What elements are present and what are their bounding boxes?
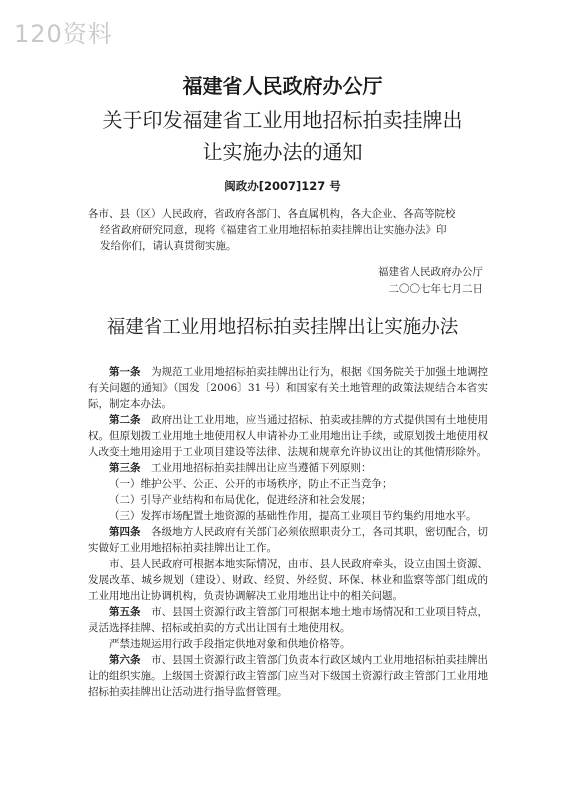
article-text: 各级地方人民政府有关部门必须依照职责分工，各司其职，密切配合，切实做好工业用地招标拍卖挂牌出让工作。 <box>88 526 489 554</box>
article-text: 为规范工业用地招标拍卖挂牌出让行为，根据《国务院关于加强土地调控有关问题的通知》（国发〔2006〕31 号）和国家有关土地管理的政策法规结合本省实际，制定本办法。 <box>88 366 489 410</box>
addressee-line: 经省政府研究同意，现将《福建省工业用地招标拍卖挂牌出让实施办法》印 <box>100 224 447 236</box>
addressee-line: 发给你们，请认真贯彻实施。 <box>100 240 237 252</box>
article-text: 市、县国土资源行政主管部门负责本行政区域内工业用地招标拍卖挂牌出让的组织实施。上级国土资源行政主管部门应当对下级国土资源行政主管部门工业用地招标拍卖挂牌出让活动进行指导监督管理。 <box>88 654 489 698</box>
article-paragraph <box>88 412 488 460</box>
article-text: （二）引导产业结构和布局优化，促进经济和社会发展； <box>109 494 372 506</box>
article-paragraph <box>88 476 488 492</box>
article-paragraph <box>88 604 488 636</box>
article-label: 第六条 <box>109 654 141 666</box>
signature-block <box>378 264 483 298</box>
article-text: （一）维护公平、公正、公开的市场秩序，防止不正当竞争； <box>109 478 393 490</box>
document-number: 闽政办[2007]127 号 <box>224 179 341 193</box>
issuing-office: 福建省人民政府办公厅 <box>182 74 383 98</box>
articles-body <box>88 364 488 700</box>
article-text: 工业用地招标拍卖挂牌出让应当遵循下列原则： <box>151 462 372 474</box>
article-text: 严禁违规运用行政手段指定供地对象和供地价格等。 <box>109 638 351 650</box>
article-paragraph <box>88 652 488 700</box>
article-paragraph <box>88 636 488 652</box>
article-paragraph <box>88 556 488 604</box>
article-text: 市、县人民政府可根据本地实际情况，由市、县人民政府牵头，设立由国土资源、发展改革、城乡规划（建设）、财政、经贸、外经贸、环保、林业和监察等部门组成的工业用地出让协调机构，负责协调解决工业用地出让中的相关问题。 <box>88 558 488 602</box>
article-label: 第二条 <box>109 414 141 426</box>
article-paragraph <box>88 508 488 524</box>
article-text: 市、县国土资源行政主管部门可根据本地土地市场情况和工业项目特点，灵活选择挂牌、招标或拍卖的方式出让国有土地使用权。 <box>88 606 489 634</box>
article-label: 第五条 <box>109 606 141 618</box>
addressee-line: 各市、县（区）人民政府，省政府各部门、各直属机构，各大企业、各高等院校 <box>88 208 456 220</box>
article-text: （三）发挥市场配置土地资源的基础性作用，提高工业项目节约集约用地水平。 <box>109 510 477 522</box>
article-paragraph <box>88 492 488 508</box>
addressee-block <box>88 206 488 254</box>
article-label: 第四条 <box>109 526 141 538</box>
watermark: 120资料 <box>14 20 113 48</box>
article-paragraph <box>88 364 488 412</box>
article-label: 第一条 <box>109 366 141 378</box>
signature-org: 福建省人民政府办公厅 <box>378 266 483 278</box>
document-header <box>0 72 565 168</box>
notice-title-line2: 让实施办法的通知 <box>202 140 363 164</box>
notice-title-line1: 关于印发福建省工业用地招标拍卖挂牌出 <box>102 108 463 132</box>
article-label: 第三条 <box>109 462 141 474</box>
signature-date: 二〇〇七年七月二日 <box>388 283 483 295</box>
article-paragraph <box>88 524 488 556</box>
article-text: 政府出让工业用地，应当通过招标、拍卖或挂牌的方式提供国有土地使用权。但原划拨工业用地土地使用权人申请补办工业用地出让手续，或原划拨土地使用权人改变土地用途用于工业项目建设等法律、法规和规章允许协议出让的其他情形除外。 <box>88 414 489 458</box>
measures-title: 福建省工业用地招标拍卖挂牌出让实施办法 <box>106 317 459 338</box>
article-paragraph <box>88 460 488 476</box>
